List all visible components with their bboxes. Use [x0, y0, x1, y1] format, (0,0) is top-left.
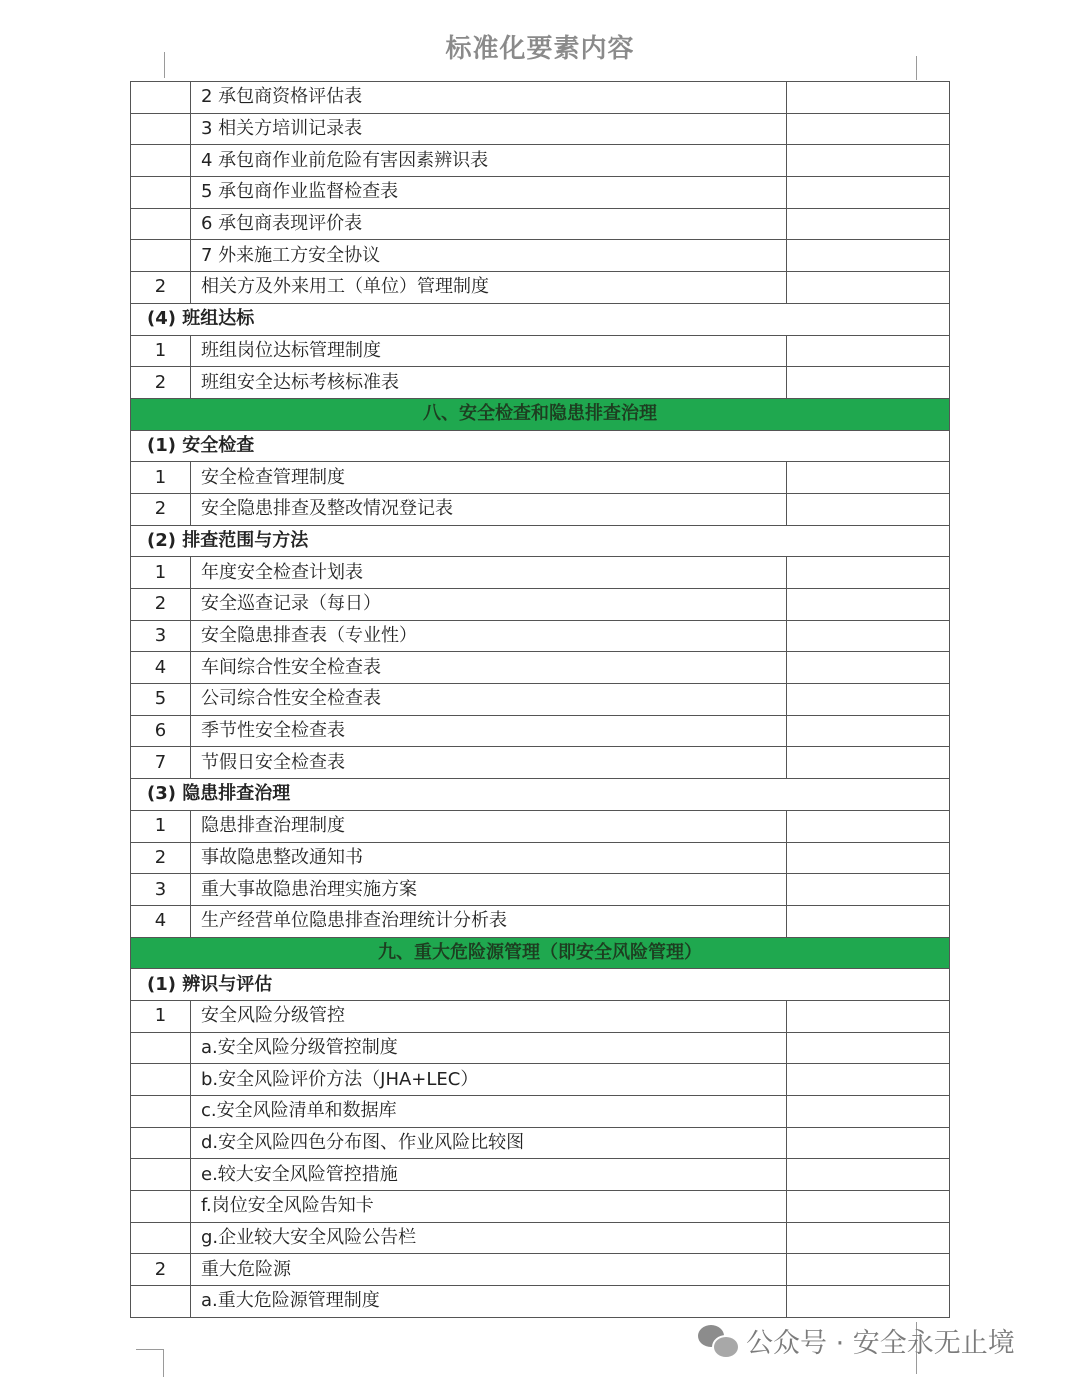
row-item: 7 外来施工方安全协议: [191, 240, 787, 272]
table-row: [131, 747, 950, 779]
row-number: 4: [131, 905, 191, 937]
row-item: 隐患排查治理制度: [191, 810, 787, 842]
row-blank-cell: [787, 335, 950, 367]
row-item: f.岗位安全风险告知卡: [191, 1191, 787, 1223]
row-blank-cell: [787, 177, 950, 209]
row-number: [131, 1286, 191, 1318]
row-blank-cell: [787, 145, 950, 177]
table-row: [131, 493, 950, 525]
row-number: [131, 113, 191, 145]
row-number: 6: [131, 715, 191, 747]
row-number: 2: [131, 842, 191, 874]
table-row: [131, 208, 950, 240]
row-number: [131, 1032, 191, 1064]
row-item: 安全隐患排查表（专业性）: [191, 620, 787, 652]
table-row: [131, 842, 950, 874]
section-title: 八、安全检查和隐患排查治理: [131, 398, 950, 430]
row-blank-cell: [787, 272, 950, 304]
row-number: 1: [131, 1000, 191, 1032]
section-header-row: [131, 398, 950, 430]
table-row: [131, 335, 950, 367]
row-blank-cell: [787, 1127, 950, 1159]
row-number: [131, 1191, 191, 1223]
table-row: [131, 145, 950, 177]
row-number: 5: [131, 684, 191, 716]
table-row: [131, 113, 950, 145]
table-row: [131, 684, 950, 716]
row-item: 6 承包商表现评价表: [191, 208, 787, 240]
row-blank-cell: [787, 715, 950, 747]
wechat-icon: [698, 1323, 738, 1357]
row-item: 班组岗位达标管理制度: [191, 335, 787, 367]
table-row: [131, 272, 950, 304]
row-number: [131, 145, 191, 177]
row-item: 安全巡查记录（每日）: [191, 589, 787, 621]
row-item: 2 承包商资格评估表: [191, 82, 787, 114]
row-number: 3: [131, 874, 191, 906]
row-number: 1: [131, 462, 191, 494]
row-blank-cell: [787, 557, 950, 589]
row-blank-cell: [787, 113, 950, 145]
table-row: [131, 367, 950, 399]
table-row: [131, 177, 950, 209]
subsection-row: [131, 969, 950, 1001]
row-blank-cell: [787, 747, 950, 779]
row-blank-cell: [787, 1096, 950, 1128]
table-row: [131, 1191, 950, 1223]
crop-mark-top-left: [164, 52, 165, 78]
row-number: 2: [131, 367, 191, 399]
page-title: 标准化要素内容: [445, 34, 635, 64]
row-item: 相关方及外来用工（单位）管理制度: [191, 272, 787, 304]
crop-mark-bottom-left-h: [136, 1349, 164, 1350]
row-blank-cell: [787, 1159, 950, 1191]
row-blank-cell: [787, 462, 950, 494]
table-row: [131, 620, 950, 652]
row-blank-cell: [787, 1254, 950, 1286]
row-blank-cell: [787, 1064, 950, 1096]
row-item: 节假日安全检查表: [191, 747, 787, 779]
row-number: [131, 1127, 191, 1159]
row-blank-cell: [787, 1191, 950, 1223]
table-row: [131, 1064, 950, 1096]
watermark-text: 公众号 · 安全永无止境: [746, 1327, 1015, 1359]
table-row: [131, 1159, 950, 1191]
table-row: [131, 589, 950, 621]
section-title: 九、重大危险源管理（即安全风险管理）: [131, 937, 950, 969]
subsection-title: (1) 辨识与评估: [131, 969, 950, 1001]
table-row: [131, 715, 950, 747]
row-item: a.重大危险源管理制度: [191, 1286, 787, 1318]
row-number: 4: [131, 652, 191, 684]
row-blank-cell: [787, 652, 950, 684]
row-number: 2: [131, 1254, 191, 1286]
row-blank-cell: [787, 620, 950, 652]
table-row: [131, 462, 950, 494]
subsection-title: (4) 班组达标: [131, 303, 950, 335]
row-number: [131, 82, 191, 114]
row-blank-cell: [787, 82, 950, 114]
row-item: 5 承包商作业监督检查表: [191, 177, 787, 209]
row-number: 2: [131, 589, 191, 621]
subsection-row: [131, 779, 950, 811]
row-blank-cell: [787, 1286, 950, 1318]
subsection-title: (2) 排查范围与方法: [131, 525, 950, 557]
row-number: [131, 208, 191, 240]
row-number: 3: [131, 620, 191, 652]
table-row: [131, 1096, 950, 1128]
row-blank-cell: [787, 208, 950, 240]
row-item: 季节性安全检查表: [191, 715, 787, 747]
table-row: [131, 1222, 950, 1254]
row-item: d.安全风险四色分布图、作业风险比较图: [191, 1127, 787, 1159]
row-number: 1: [131, 557, 191, 589]
subsection-row: [131, 525, 950, 557]
row-item: 车间综合性安全检查表: [191, 652, 787, 684]
table-row: [131, 905, 950, 937]
row-blank-cell: [787, 874, 950, 906]
table-row: [131, 1254, 950, 1286]
table-row: [131, 652, 950, 684]
subsection-title: (1) 安全检查: [131, 430, 950, 462]
row-item: 安全隐患排查及整改情况登记表: [191, 493, 787, 525]
row-blank-cell: [787, 240, 950, 272]
row-item: 年度安全检查计划表: [191, 557, 787, 589]
row-blank-cell: [787, 905, 950, 937]
row-item: 公司综合性安全检查表: [191, 684, 787, 716]
row-blank-cell: [787, 493, 950, 525]
row-number: [131, 1159, 191, 1191]
table-row: [131, 810, 950, 842]
row-item: 安全检查管理制度: [191, 462, 787, 494]
standardization-table: [130, 81, 950, 1318]
row-item: 班组安全达标考核标准表: [191, 367, 787, 399]
row-item: b.安全风险评价方法（JHA+LEC）: [191, 1064, 787, 1096]
row-number: 2: [131, 272, 191, 304]
row-blank-cell: [787, 1032, 950, 1064]
table-row: [131, 874, 950, 906]
crop-mark-top-right: [916, 56, 917, 80]
crop-mark-bottom-left-v: [163, 1349, 164, 1377]
row-item: a.安全风险分级管控制度: [191, 1032, 787, 1064]
row-item: 重大事故隐患治理实施方案: [191, 874, 787, 906]
row-item: 生产经营单位隐患排查治理统计分析表: [191, 905, 787, 937]
row-blank-cell: [787, 367, 950, 399]
table-row: [131, 1127, 950, 1159]
row-number: [131, 177, 191, 209]
table-row: [131, 1032, 950, 1064]
row-blank-cell: [787, 1222, 950, 1254]
watermark: [698, 1322, 1015, 1358]
row-item: g.企业较大安全风险公告栏: [191, 1222, 787, 1254]
row-item: c.安全风险清单和数据库: [191, 1096, 787, 1128]
row-item: 安全风险分级管控: [191, 1000, 787, 1032]
table-row: [131, 557, 950, 589]
row-item: e.较大安全风险管控措施: [191, 1159, 787, 1191]
row-number: 1: [131, 335, 191, 367]
row-blank-cell: [787, 810, 950, 842]
row-number: [131, 1222, 191, 1254]
row-number: [131, 240, 191, 272]
row-blank-cell: [787, 842, 950, 874]
table-row: [131, 82, 950, 114]
table-row: [131, 1000, 950, 1032]
row-number: 2: [131, 493, 191, 525]
row-number: [131, 1096, 191, 1128]
table-row: [131, 1286, 950, 1318]
subsection-row: [131, 303, 950, 335]
row-item: 事故隐患整改通知书: [191, 842, 787, 874]
row-blank-cell: [787, 684, 950, 716]
row-item: 重大危险源: [191, 1254, 787, 1286]
row-item: 4 承包商作业前危险有害因素辨识表: [191, 145, 787, 177]
subsection-row: [131, 430, 950, 462]
subsection-title: (3) 隐患排查治理: [131, 779, 950, 811]
row-number: 1: [131, 810, 191, 842]
row-number: 7: [131, 747, 191, 779]
row-item: 3 相关方培训记录表: [191, 113, 787, 145]
row-number: [131, 1064, 191, 1096]
row-blank-cell: [787, 589, 950, 621]
table-row: [131, 240, 950, 272]
section-header-row: [131, 937, 950, 969]
row-blank-cell: [787, 1000, 950, 1032]
